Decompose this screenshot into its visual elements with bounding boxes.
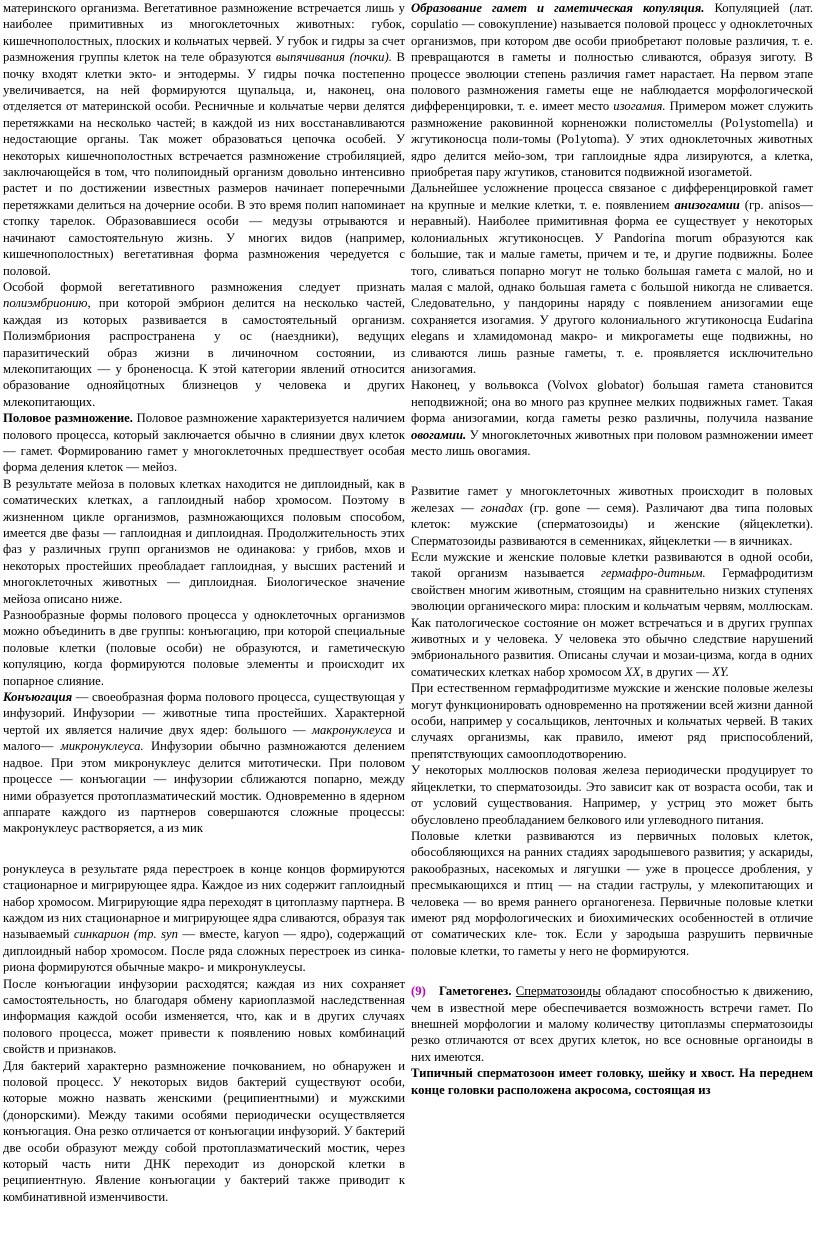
paragraph: Образование гамет и гаметическая копуляция. Копуляцией (лат. copulatio — совокупление) называется половой процесс у одноклеточных организмов, при котором две особи приобретают половые различия, т. е. превращаются в гаметы и полностью сливаются, образуя зиготу. В процессе эволюции степень различия гамет нарастает. На первом этапе полового размножения гаметы еще не наблюдается морфологической дифференцировки, т. е. имеет место изогамия. Примером может служить размножение раковинной корненожки полистомеллы (Po1ystomella) и жгутиконосца поли-томы (Po1ytoma). У этих одноклеточных животных ядро делится мейо-зом, три гаплоидные ядра лизируются, а клетка, приобретая пару жгутиков, становится подвижной изогаметой. — [411, 1, 813, 180]
spacer — [411, 959, 813, 983]
paragraph: Развитие гамет у многоклеточных животных происходит в половых железах — гонадах (гр. gone — семя). Различают два типа половых клеток: мужские (сперматозоиды) и женские (яйцеклетки). Сперматозоиды развиваются в семенниках, яйцеклетки — в яичниках. — [411, 484, 813, 548]
paragraph: Дальнейшее усложнение процесса связаное с дифференцировкой гамет на крупные и мелкие клетки, т. е. появлением анизогамии (гр. anisos— неравный). Наиболее примитивная форма ее существует у некоторых колониальных жгутиконосцев. У Pandorina morum образуются как большие, так и малые гаметы, причем и те, и другие подвижны. Более того, сливаться попарно могут не только большая гамета с малой, но и малая с малой, однако большая гамета с большой никогда не сливается. Следовательно, у пандорины наряду с появлением анизогамии еще сохраняется изогамия. У другого колониального жгутиконосца Eudarina elegans и хламидомонад макро- и микрогаметы еще подвижны, но сливаются лишь разные гаметы, т. е. проявляется исключительно анизогамия. — [411, 181, 813, 376]
section-heading: Половое размножение. — [3, 411, 133, 426]
paragraph: Разнообразные формы полового процесса у одноклеточных организмов можно объединить в две группы: конъюгацию, при которой специальные половые клетки (половые особи) не образуются, и гаметическую копуляцию, когда формируются половые элементы и происходит их попарное слияние. — [3, 608, 405, 688]
spacer — [411, 459, 813, 483]
paragraph: У некоторых моллюсков половая железа периодически продуцирует то яйцеклетки, то сперматозоиды. Это зависит как от возраста особи, так и от условий существования. Например, у устриц это может быть обусловлено преобладанием белкового или углеводного питания. — [411, 763, 813, 827]
paragraph: ронуклеуса в результате ряда перестроек в конце концов формируются стационарное и мигрирующее ядра. Каждое из них содержит гаплоидный набор хромосом. Мигрирующие ядра переходят в цитоплазму партнера. В каждом из них стационарное и мигрирующее ядра сливаются, образуя так называемый синкарион (тр. syn — вместе, karyon — ядро), содержащий диплоидный набор хромосом. После ряда сложных перестроек из синка-риона формируются обычные макро- и микронуклеусы. — [3, 861, 406, 975]
section-number: (9) — [411, 984, 426, 999]
paragraph: Конъюгация — своеобразная форма полового процесса, существующая у инфузорий. Инфузории — животные типа простейших. Характерной чертой их является наличие двух ядер: большого — макронуклеуса и малого— микронуклеуса. Инфузории обычно размножаются делением надвое. При этом микронуклеус делится митотически. При половом процессе — конъюгации — инфузории сближаются попарно, между ними образуется протоплазматический мостик. Одновременно в ядерном аппарате каждого из партнеров совершаются сложные процессы: макронуклеус растворяется, а из мик — [3, 690, 406, 836]
paragraph: материнского организма. Вегетативное размножение встречается лишь у наиболее примитивных из многоклеточных животных: губок, кишечнополостных, плоских и кольчатых червей. У губок и гидры за счет размножения группы клеток на теле образуются выпячивания (почки). В почку входят клетки экто- и энтодермы. У гидры почка постепенно увеличивается, на ней формируются щупальца, и, наконец, она отделяется от материнской особи. Ресничные и кольчатые черви делятся перетяжками на несколько частей; в каждой из них восстанавливаются недостающие органы. Так может образоваться цепочка особей. У некоторых кишечнополостных встречается размножение стробиляцией, заключающейся в том, что полипоидный организм довольно интенсивно растет и по достижении известных размеров начинает поперечными перетяжками делиться на дочерние особи. В это время полип напоминает стопку тарелок. Образовавшиеся особи — медузы отрываются и начинают самостоятельную жизнь. У многих видов (например, кишечнополостных) вегетативная форма размножения чередуется с половой. — [3, 1, 405, 278]
spacer — [3, 837, 405, 861]
paragraph: (9) Гаметогенез. Сперматозоиды обладают способностью к движению, чем в известной мере обеспечивается возможность встречи гамет. По внешней морфологии и малому количеству цитоплазмы сперматозоиды резко отличаются от всех других клеток, но все основные органоиды в них имеются. — [411, 984, 814, 1064]
paragraph: Для бактерий характерно размножение почкованием, но обнаружен и половой процесс. У некоторых видов бактерий существуют особи, которые можно назвать женскими (реципиентными) и мужскими (донорскими). Между такими особями периодически осуществляется конъюгация. Она резко отличается от конъюгации инфузорий. У бактерий две особи образуют между собой протоплазматический мостик, через который часть нити ДНК переходит из донорской клетки в реципиентную. Явление конъюгации у бактерий также приводит к комбинативной изменчивости. — [3, 1058, 405, 1204]
section-heading: Гаметогенез. — [438, 984, 512, 999]
paragraph: Наконец, у вольвокса (Volvox globator) большая гамета становится неподвижной; она во много раз крупнее мелких подвижных гамет. Такая форма анизогамии, когда гаметы резко различны, получила название овогамии. У многоклеточных животных при половом размножении имеет место лишь овогамия. — [411, 378, 813, 458]
section-heading: Образование гамет и гаметическая копуляция. — [411, 1, 705, 15]
left-column — [3, 0, 405, 1205]
paragraph: Если мужские и женские половые клетки развиваются в одной особи, такой организм называется гермафро-дитным. Гермафродитизм свойствен многим животным, стоящим на сравнительно низких ступенях эволюции органического мира: плоским и кольчатым червям, моллюскам. Как патологическое состояние он может встречаться и в других группах животных и у человека. У человека это обычно следствие нарушений эмбрионального развития. Описаны случаи и мозаи-цизма, когда в одних соматических клетках набор хромосом XX, в других — XY. — [411, 550, 813, 679]
paragraph: При естественном гермафродитизме мужские и женские половые железы могут функционировать одновременно на протяжении всей жизни данной особи, например у сосальщиков, ленточных и кольчатых червей. В таких случаях организмы, как правило, имеют ряд приспособлений, препятствующих самооплодотворению. — [411, 681, 813, 761]
paragraph: После конъюгации инфузории расходятся; каждая из них сохраняет самостоятельность, но благодаря обмену кариоплазмой наследственная информация каждой особи изменяется, что, как и в других случаях полового процесса, может привести к появлению новых комбинаций свойств и признаков. — [3, 976, 405, 1057]
section-heading: Конъюгация — [3, 690, 73, 705]
term-link[interactable]: Сперматозоиды — [515, 984, 601, 999]
right-column — [411, 0, 813, 1098]
paragraph: Особой формой вегетативного размножения следует признать полиэмбрионию, при которой эмбрион делится на несколько частей, каждая из которых развивается в самостоятельный организм. Полиэмбриония распространена у ос (наездники), ведущих паразитический образ жизни в личиночном состоянии, из млекопитающих — у броненосца. К этой категории явлений относится образование однояйцотных близнецов у человека и других млекопитающих. — [3, 279, 405, 409]
paragraph: Половое размножение. Половое размножение характеризуется наличием полового процесса, который заключается обычно в слиянии двух клеток — гамет. Формированию гамет у многоклеточных предшествует особая форма деления клеток — мейоз. — [3, 411, 405, 475]
paragraph: Типичный сперматозоон имеет головку, шейку и хвост. На переднем конце головки расположена акросома, состоящая из — [411, 1066, 813, 1097]
paragraph: В результате мейоза в половых клетках находится не диплоидный, как в соматических клетках, а гаплоидный набор хромосом. Поэтому в жизненном цикле организмов, размножающихся половым способом, имеется две фазы — гаплоидная и диплоидная. Продолжительность этих фаз у различных групп организмов не одинакова: у грибов, мхов и некоторых простейших преобладает гаплоидная, у высших растений и многоклеточных животных — диплоидная. Биологическое значение мейоза описано ниже. — [3, 476, 405, 606]
paragraph: Половые клетки развиваются из первичных половых клеток, обособляющихся на ранних стадиях зародышевого развития; у аскариды, ракообразных, насекомых и лягушки — уже в процессе дробления, у пресмыкающихся и птиц — на стадии гаструлы, у млекопитающих и человека — во время раннего органогенеза. Первичные половые клетки имеют ряд морфологических и биохимических особенностей в отличие от соматических кле- ток. Если у зародыша разрушить первичные половые клетки, то гаметы у него не формируются. — [411, 828, 813, 958]
